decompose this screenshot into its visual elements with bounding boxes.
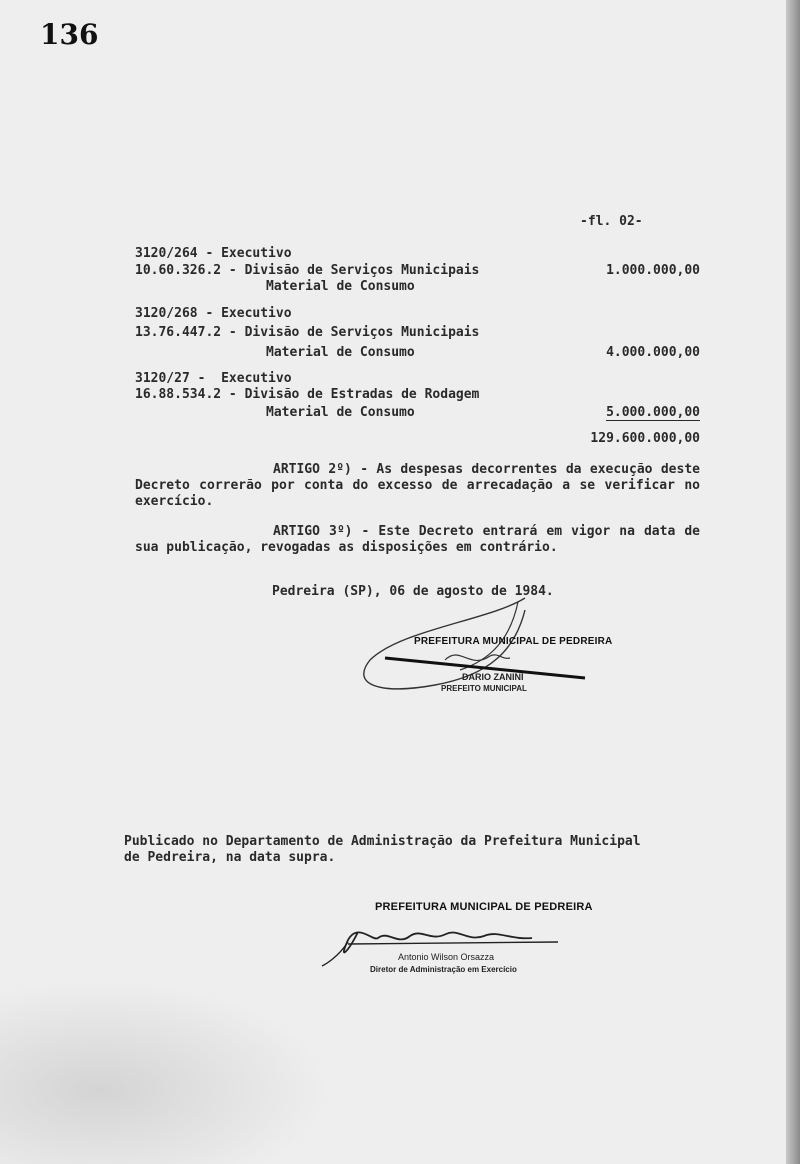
entry-subline: Material de Consumo [266, 345, 415, 360]
entry-amount: 5.000.000,00 [606, 405, 700, 420]
page-number: 136 [40, 18, 99, 51]
signature-1-name: DARIO ZANINI [462, 672, 524, 682]
publication-note: Publicado no Departamento de Administração da Prefeitura Municipal de Pedreira, na data supra. [124, 834, 641, 865]
signature-2-name: Antonio Wilson Orsazza [398, 952, 495, 962]
entry-row [135, 263, 700, 279]
entry-row [135, 405, 700, 421]
signature-1-stamp: PREFEITURA MUNICIPAL DE PEDREIRA [414, 636, 613, 647]
signature-2-stamp: PREFEITURA MUNICIPAL DE PEDREIRA [375, 901, 593, 913]
signature-1-role: PREFEITO MUNICIPAL [441, 684, 527, 693]
entry-line: 16.88.534.2 - Divisão de Estradas de Rodagem [135, 387, 480, 402]
entry-subline: Material de Consumo [266, 405, 415, 420]
article-2 [135, 462, 700, 510]
article-2-label: ARTIGO 2º) [273, 462, 352, 477]
page-edge [786, 0, 800, 1164]
entry-code: 3120/268 - Executivo [135, 306, 292, 321]
article-3-label: ARTIGO 3º) [273, 524, 353, 539]
entry-code: 3120/264 - Executivo [135, 246, 292, 261]
entry-line: 13.76.447.2 - Divisão de Serviços Municipais [135, 325, 480, 340]
place-date: Pedreira (SP), 06 de agosto de 1984. [272, 584, 554, 599]
total-row [135, 431, 700, 447]
article-3-text: - Este Decreto entrará em vigor na data de sua publicação, revogadas as disposições em contrário. [135, 524, 700, 555]
signature-2-role: Diretor de Administração em Exercício [370, 965, 517, 974]
total-amount: 129.600.000,00 [590, 431, 700, 446]
entry-amount: 1.000.000,00 [606, 263, 700, 278]
entry-line: 10.60.326.2 - Divisão de Serviços Municipais [135, 263, 480, 278]
bleed-through-shadow [0, 980, 330, 1164]
folio-label: -fl. 02- [580, 214, 643, 229]
entry-subline: Material de Consumo [266, 279, 415, 294]
article-2-text: - As despesas decorrentes da execução deste Decreto correrão por conta do excesso de arrecadação a se verificar no exercício. [135, 462, 700, 509]
entry-row [135, 345, 700, 361]
article-3 [135, 524, 700, 556]
entry-code: 3120/27 - Executivo [135, 371, 292, 386]
entry-amount: 4.000.000,00 [606, 345, 700, 360]
